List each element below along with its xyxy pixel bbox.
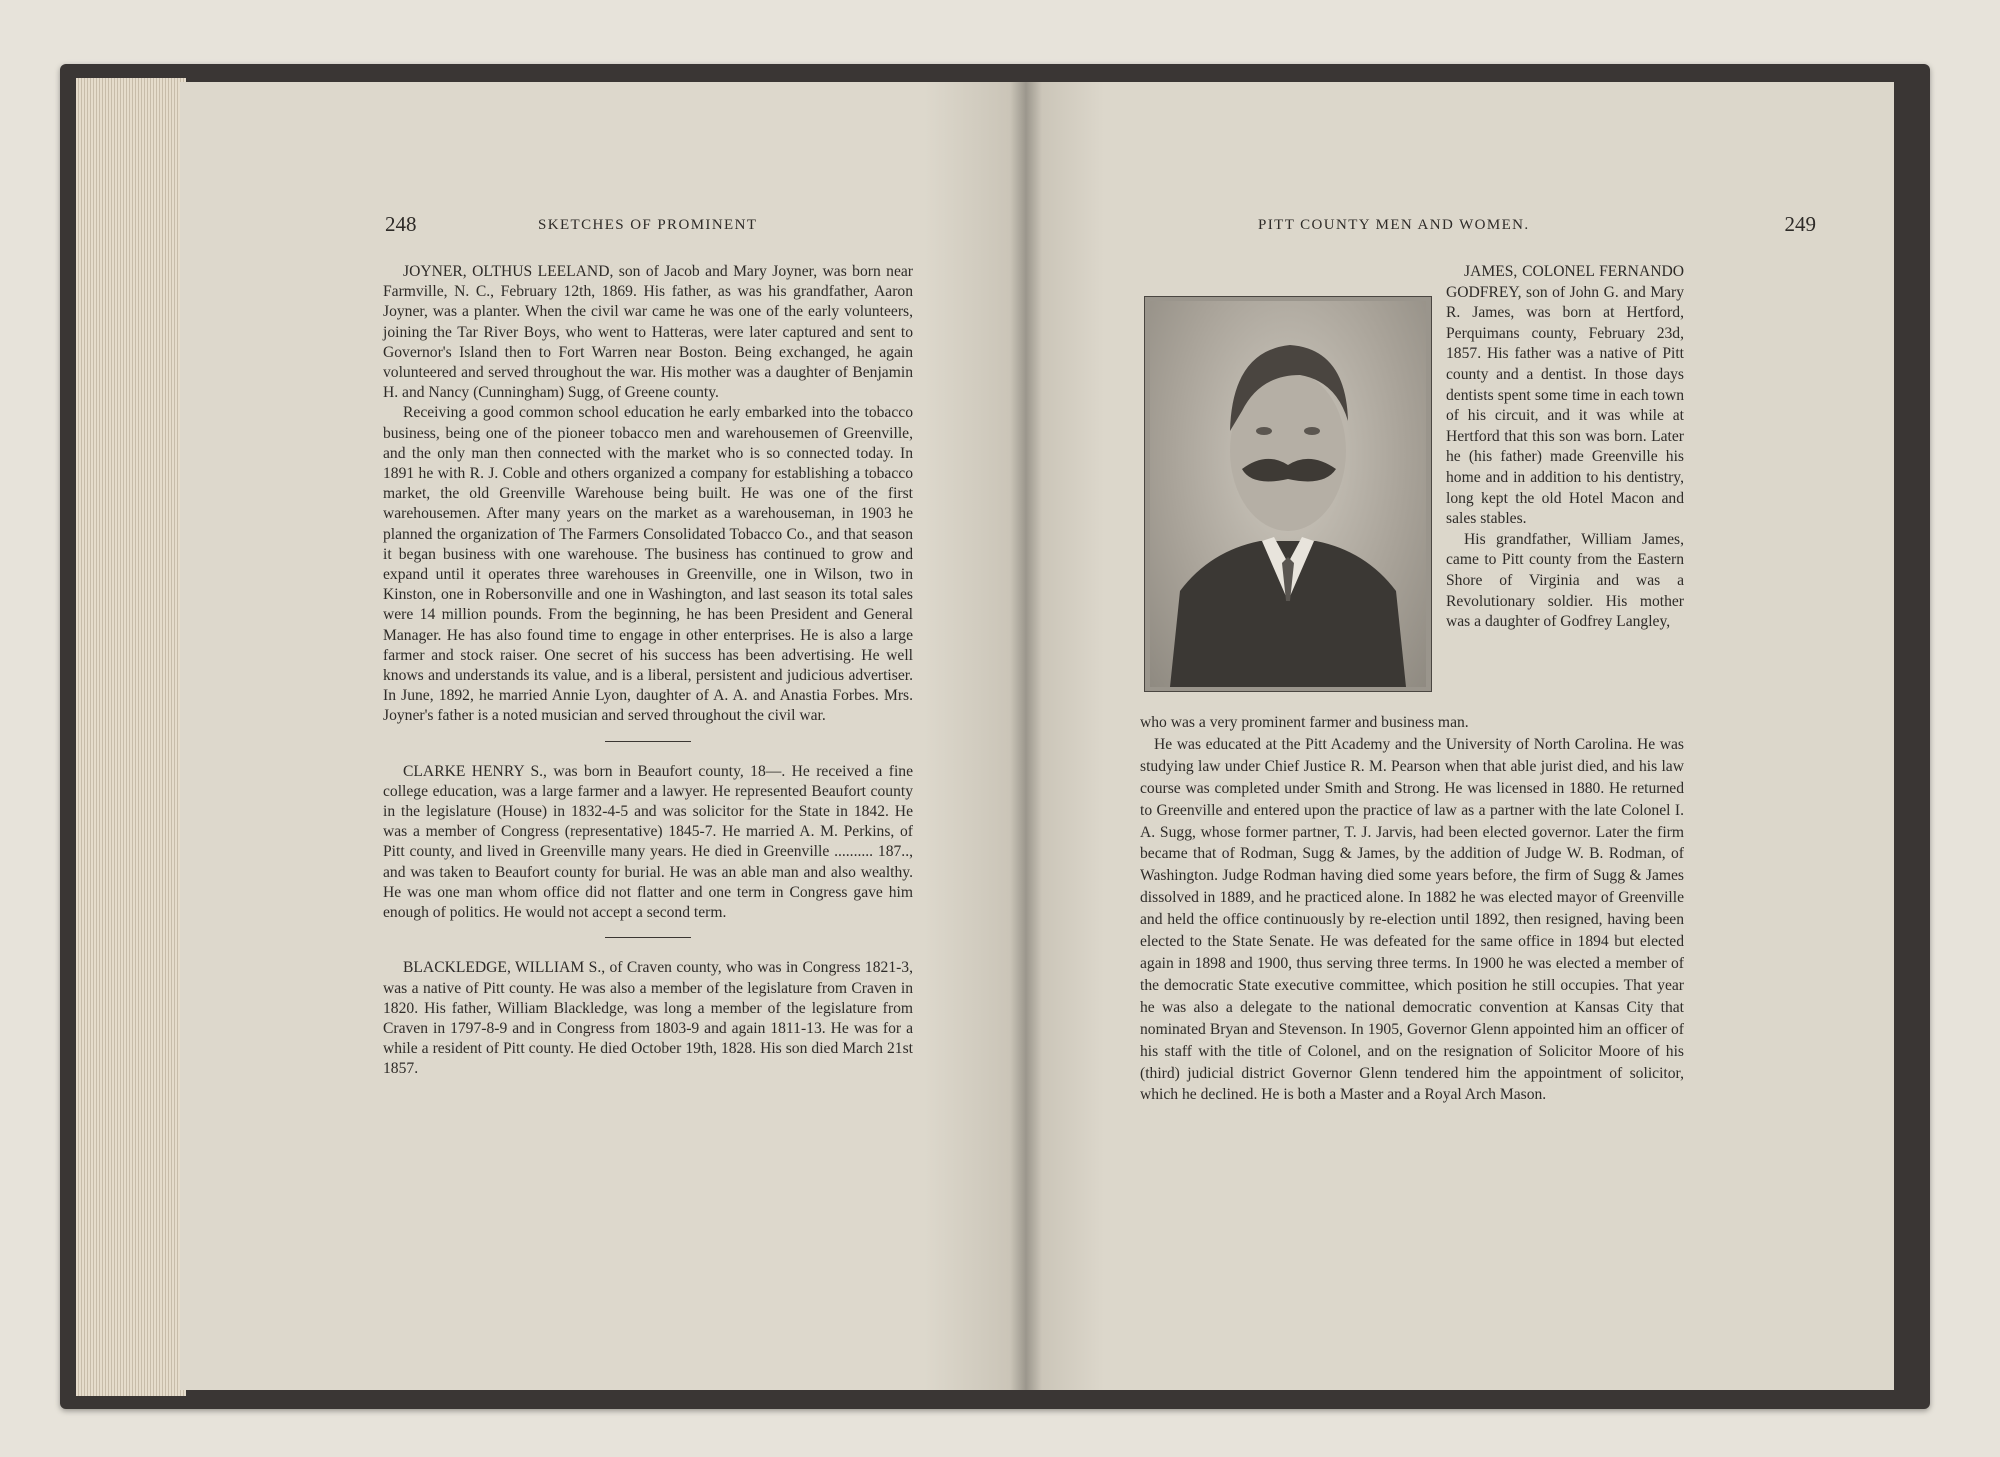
right-page: [1026, 82, 1894, 1390]
wrapped-text-column: [1446, 262, 1684, 633]
page-number: 249: [1784, 212, 1816, 236]
page-edges: [76, 78, 186, 1396]
running-head: PITT COUNTY MEN AND WOMEN.: [1258, 217, 1530, 233]
paragraph: BLACKLEDGE, WILLIAM S., of Craven county, who was in Congress 1821-3, was a native of Pitt county. He was also a member of the legislature from Craven in 1820. His father, William Blackledge, was long a member of the legislature from Craven in 1797-8-9 and in Congress from 1803-9 and again 1811-13. He was for a while a resident of Pitt county. He died October 19th, 1828. His son died March 21st 1857.: [383, 959, 913, 1078]
photo-frame: [1150, 301, 1426, 687]
paragraph: who was a very prominent farmer and business man.: [1140, 714, 1469, 731]
section-divider: [605, 937, 691, 938]
section-divider: [605, 741, 691, 742]
text-column: [1140, 712, 1684, 1106]
paragraph: Receiving a good common school education he early embarked into the tobacco business, being one of the pioneer tobacco men and warehousemen of Greenville, and the only man then connected with the market who is so connected today. In 1891 he with R. J. Coble and others organized a company for establishing a tobacco market, the old Greenville Warehouse being built. He was one of the first warehousemen. After many years on the market as a warehouseman, in 1903 he planned the organization of The Farmers Consolidated Tobacco Co., and that season it began business with one warehouse. The business has continued to grow and expand until it operates three warehouses in Greenville, one in Wilson, two in Kinston, one in Robersonville and one in Washington, and last season its total sales were 14 million pounds. From the beginning, he has been President and General Manager. He has also found time to engage in other enterprises. He is also a large farmer and stock raiser. One secret of his success has been advertising. He well knows and understands its value, and is a liberal, persistent and judicious advertiser. In June, 1892, he married Annie Lyon, daughter of A. A. and Anastia Forbes. Mrs. Joyner's father is a noted musician and served throughout the civil war.: [383, 404, 913, 725]
page-number: 248: [385, 212, 417, 236]
portrait-photo: [1144, 296, 1432, 692]
left-page: [180, 82, 1026, 1390]
paragraph: JOYNER, OLTHUS LEELAND, son of Jacob and Mary Joyner, was born near Farmville, N. C., February 12th, 1869. His father, as was his grandfather, Aaron Joyner, was a planter. When the civil war came he was one of the early volunteers, joining the Tar River Boys, who went to Hatteras, were later captured and sent to Governor's Island then to Fort Warren near Boston. Being exchanged, he again volunteered and served throughout the war. His mother was a daughter of Benjamin H. and Nancy (Cunningham) Sugg, of Greene county.: [383, 263, 913, 402]
paragraph: CLARKE HENRY S., was born in Beaufort county, 18—. He received a fine college education, was a large farmer and a lawyer. He represented Beaufort county in the legislature (House) in 1832-4-5 and was solicitor for the State in 1842. He was a member of Congress (representative) 1845-7. He married A. M. Perkins, of Pitt county, and lived in Greenville many years. He died in Greenville .......... 187.., and was taken to Beaufort county for burial. He was an able man and also wealthy. He was one man whom office did not flatter and one term in Congress gave him enough of politics. He would not accept a second term.: [383, 762, 913, 922]
book-spine: [1010, 82, 1042, 1390]
paragraph: JAMES, COLONEL FERNANDO GODFREY, son of John G. and Mary R. James, was born at Hertford, Perquimans county, February 23d, 1857. His father was a native of Pitt county and a dentist. In those days dentists spent some time in each town of his circuit, and it was while at Hertford that this son was born. Later he (his father) made Greenville his home and in addition to his dentistry, long kept the old Hotel Macon and sales stables.: [1446, 263, 1684, 528]
text-column: [383, 262, 913, 1080]
portrait-illustration: [1150, 301, 1426, 687]
paragraph: His grandfather, William James, came to Pitt county from the Eastern Shore of Virginia and was a Revolutionary soldier. His mother was a daughter of Godfrey Langley,: [1446, 530, 1684, 631]
running-head: SKETCHES OF PROMINENT: [538, 217, 758, 233]
paragraph: He was educated at the Pitt Academy and the University of North Carolina. He was studying law under Chief Justice R. M. Pearson when that able jurist died, and his law course was completed under Smith and Strong. He was licensed in 1880. He returned to Greenville and entered upon the practice of law as a partner with the late Colonel I. A. Sugg, whose former partner, T. J. Jarvis, had been elected governor. Later the firm became that of Rodman, Sugg & James, by the addition of Judge W. B. Rodman, of Washington. Judge Rodman having died some years before, the firm of Sugg & James dissolved in 1889, and he practiced alone. In 1882 he was elected mayor of Greenville and held the office continuously by re-election until 1892, then resigned, having been elected to the State Senate. He was defeated for the same office in 1894 but elected again in 1898 and 1900, thus serving three terms. In 1900 he was elected a member of the democratic State executive committee, which position he still occupies. That year he was also a delegate to the national democratic convention at Kansas City that nominated Bryan and Stevenson. In 1905, Governor Glenn appointed him an officer of his staff with the title of Colonel, and on the resignation of Solicitor Moore of his (third) judicial district Governor Glenn tendered him the appointment of solicitor, which he declined. He is both a Master and a Royal Arch Mason.: [1140, 735, 1684, 1104]
